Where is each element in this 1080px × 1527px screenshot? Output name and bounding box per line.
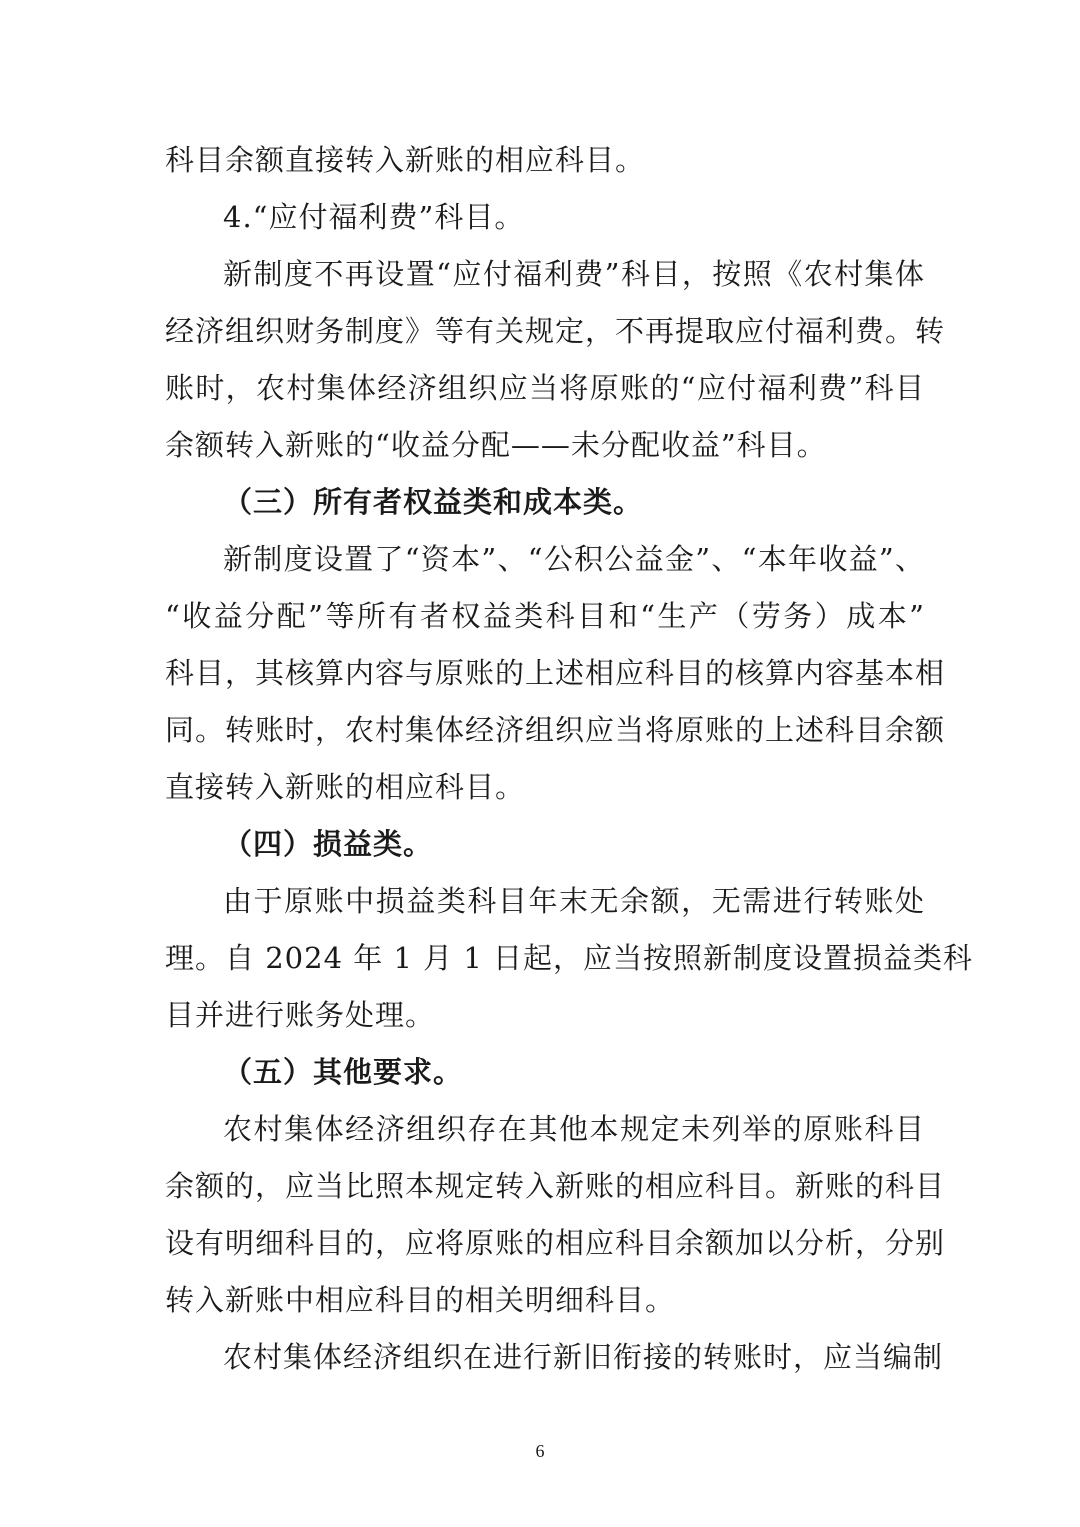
text-line: 直接转入新账的相应科目。 (165, 770, 526, 804)
text-line: 设有明细科目的，应将原账的相应科目余额加以分析，分别 (165, 1226, 946, 1260)
section-heading: （三）所有者权益类和成本类。 (223, 485, 644, 519)
text-line: 余额的，应当比照本规定转入新账的相应科目。新账的科目 (165, 1169, 946, 1203)
text-line: 农村集体经济组织在进行新旧衔接的转账时，应当编制 (223, 1340, 944, 1374)
text-line: 理。自 2024 年 1 月 1 日起，应当按照新制度设置损益类科 (165, 941, 974, 975)
text-line: 目并进行账务处理。 (165, 998, 436, 1032)
text-line: 科目，其核算内容与原账的上述相应科目的核算内容基本相 (165, 656, 946, 690)
text-line: 农村集体经济组织存在其他本规定未列举的原账科目 (223, 1112, 925, 1146)
text-line: 转入新账中相应科目的相关明细科目。 (165, 1283, 676, 1317)
text-line: 同。转账时，农村集体经济组织应当将原账的上述科目余额 (165, 713, 946, 747)
section-heading: （四）损益类。 (223, 827, 434, 861)
text-line: 余额转入新账的“收益分配——未分配收益”科目。 (165, 428, 827, 462)
text-line: 科目余额直接转入新账的相应科目。 (165, 143, 646, 177)
text-line: 由于原账中损益类科目年末无余额，无需进行转账处 (223, 884, 925, 918)
text-line: 新制度不再设置“应付福利费”科目，按照《农村集体 (223, 257, 925, 291)
list-item-heading: 4.“应付福利费”科目。 (223, 200, 525, 234)
text-line: 账时，农村集体经济组织应当将原账的“应付福利费”科目 (165, 371, 925, 405)
page-number: 6 (535, 1441, 545, 1461)
text-line: 经济组织财务制度》等有关规定，不再提取应付福利费。转 (165, 314, 946, 348)
text-line: “收益分配”等所有者权益类科目和“生产（劳务）成本” (165, 599, 925, 633)
section-heading: （五）其他要求。 (223, 1055, 464, 1089)
text-line: 新制度设置了“资本”、“公积公益金”、“本年收益”、 (223, 542, 925, 576)
